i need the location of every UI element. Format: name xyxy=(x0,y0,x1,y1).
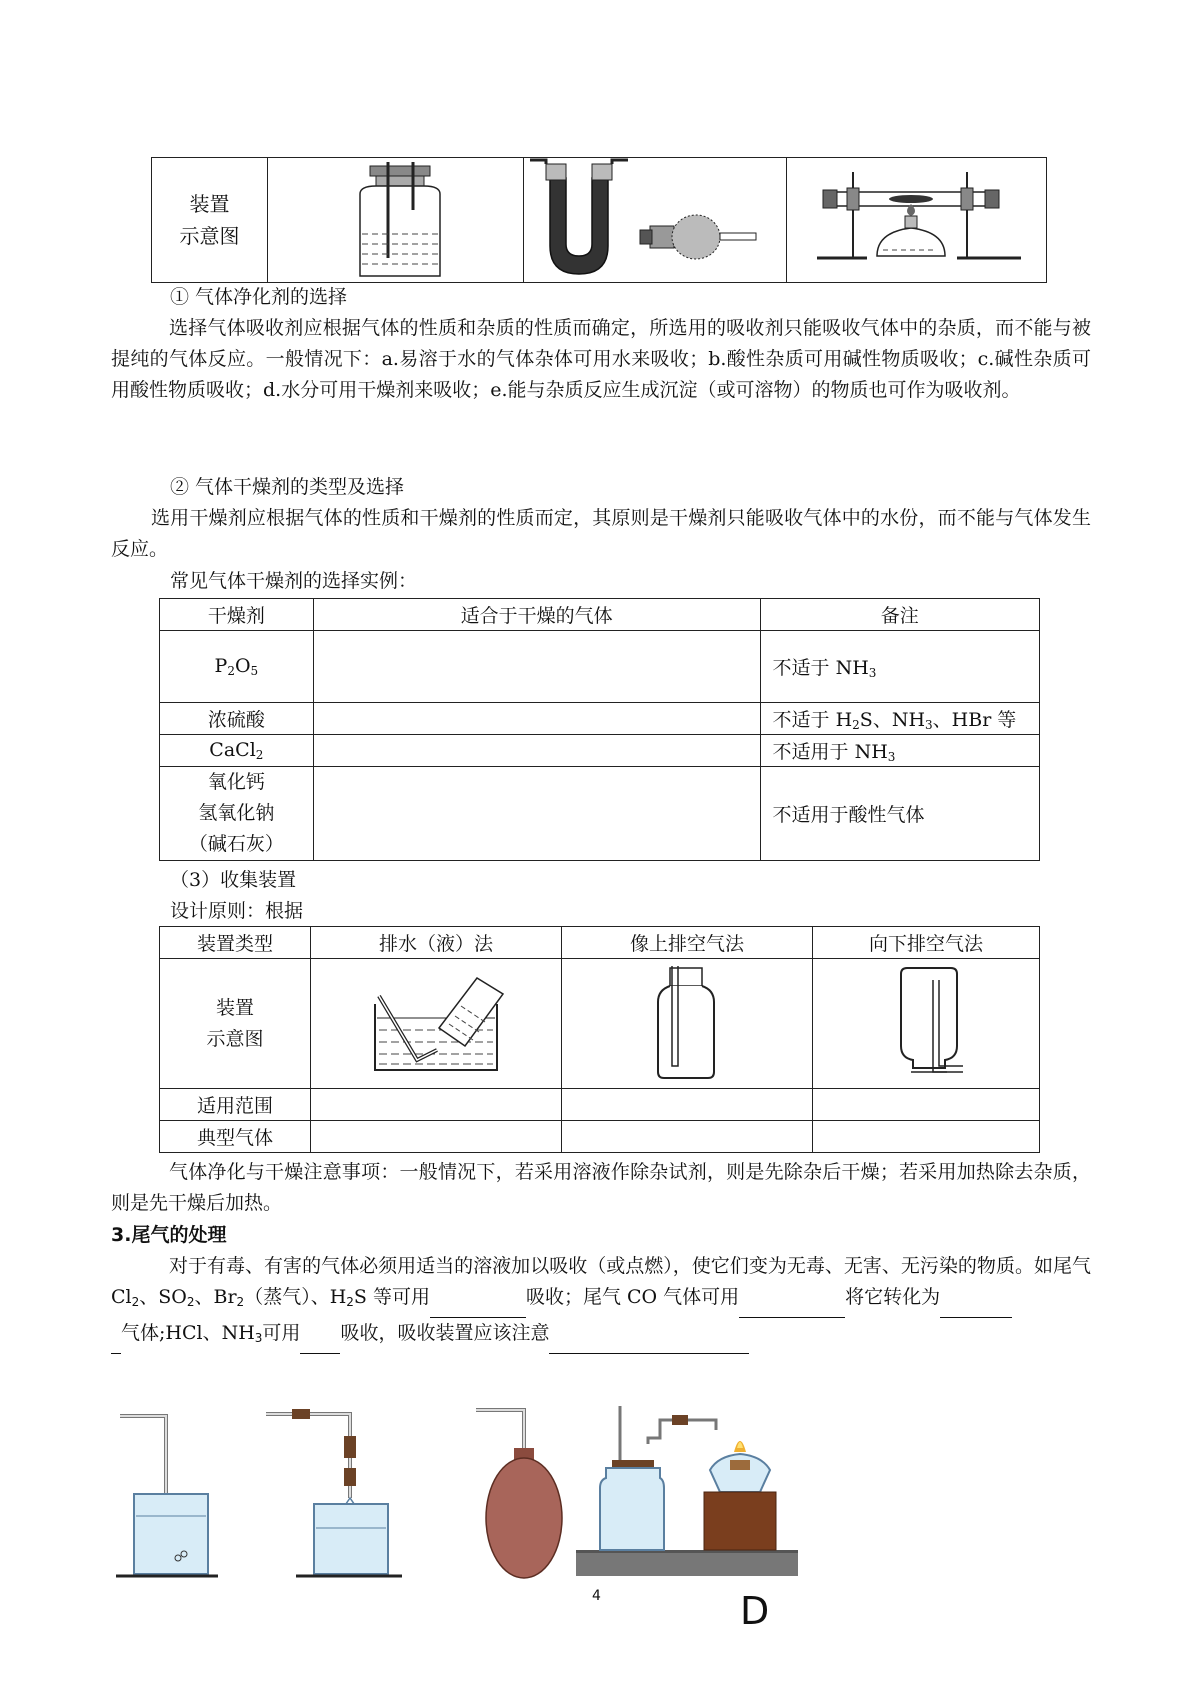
top-apparatus-table xyxy=(151,157,1047,283)
downward-air-cell xyxy=(813,959,1040,1089)
gases-cell xyxy=(313,703,760,735)
agent-p2o5: $P_2O_5$ xyxy=(160,631,314,703)
agent-sulfuric-acid: 浓硫酸 xyxy=(160,703,314,735)
note-soda-lime: 不适用于酸性气体 xyxy=(760,767,1039,861)
gas-cell xyxy=(311,1121,562,1153)
heated-combustion-tube-diagram xyxy=(787,158,1046,282)
gas-washing-bottle-cell xyxy=(268,158,524,283)
upward-air-displacement-diagram xyxy=(562,960,812,1088)
gases-cell xyxy=(313,735,760,767)
drying-tubes-cell xyxy=(524,158,787,283)
top-table-row-label: 装置 示意图 xyxy=(152,158,268,283)
collect-header-upward: 像上排空气法 xyxy=(562,927,813,959)
upward-air-cell xyxy=(562,959,813,1089)
hcl-blank xyxy=(300,1333,340,1354)
agent-soda-lime: 氧化钙 氢氧化钠 （碱石灰） xyxy=(160,767,314,861)
collect-header-downward: 向下排空气法 xyxy=(813,927,1040,959)
downward-air-displacement-diagram xyxy=(813,960,1039,1088)
collect-principle xyxy=(170,896,608,927)
beaker-funnel-apparatus xyxy=(266,1409,402,1576)
table-row xyxy=(160,767,1040,861)
exhaust-text-h2s: （蒸气）、H xyxy=(244,1286,347,1308)
water-displacement-cell xyxy=(311,959,562,1089)
principle-blank xyxy=(303,906,608,927)
collect-principle-text: 设计原则：根据 xyxy=(170,900,304,922)
dry-header-note: 备注 xyxy=(760,599,1039,631)
exhaust-text-convert: 将它转化为 xyxy=(845,1286,941,1308)
drying-agent-table xyxy=(159,598,1040,861)
collect-row-scope: 适用范围 xyxy=(160,1089,311,1121)
heated-tube-cell xyxy=(787,158,1047,283)
water-displacement-diagram xyxy=(311,960,561,1088)
gases-cell xyxy=(313,631,760,703)
exhaust-apparatus-diagrams xyxy=(100,1400,870,1600)
absorb-blank xyxy=(430,1297,526,1318)
collect-heading: （3）收集装置 xyxy=(170,869,297,891)
dry-heading: ② 气体干燥剂的类型及选择 xyxy=(170,476,405,498)
figure-label-d: D xyxy=(740,1589,770,1633)
note-sulfuric-acid: 不适于 $H_2S$、$NH_3$、HBr 等 xyxy=(760,703,1039,735)
gas-cell xyxy=(562,1121,813,1153)
scope-cell xyxy=(813,1089,1040,1121)
collect-row-diagram-label: 装置 示意图 xyxy=(160,959,311,1089)
purify-paragraph: 选择气体吸收剂应根据气体的性质和杂质的性质而确定，所选用的吸收剂只能吸收气体中的杂质，而不能与被提纯的气体反应。一般情况下：a.易溶于水的气体杂体可用水来吸收；b.酸性杂质可用碱性物质吸收；c.碱性杂质可用酸性物质吸收；d.水分可用干燥剂来吸收；e.能与杂质反应生成沉淀（或可溶物）的物质也可作为吸收剂。 xyxy=(111,317,1091,401)
exhaust-text-end: 吸收，吸收装置应该注意 xyxy=(340,1322,550,1344)
collect-header-water: 排水（液）法 xyxy=(311,927,562,959)
u-tube-and-drying-tube-diagram xyxy=(524,158,786,282)
note-cacl2: 不适用于 $NH_3$ xyxy=(760,735,1039,767)
dry-header-gases: 适合于干燥的气体 xyxy=(313,599,760,631)
scope-cell xyxy=(562,1089,813,1121)
exhaust-heading: 3.尾气的处理 xyxy=(111,1224,227,1246)
dry-paragraph: 选用干燥剂应根据气体的性质和干燥剂的性质而定，其原则是干燥剂只能吸收气体中的水份，而不能与气体发生反应。 xyxy=(111,507,1091,560)
agent-cacl2: CaCl$_2$ xyxy=(160,735,314,767)
table-row xyxy=(160,735,1040,767)
exhaust-text-can: 可用 xyxy=(262,1322,301,1344)
purify-dry-note: 气体净化与干燥注意事项：一般情况下，若采用溶液作除杂试剂，则是先除杂后干燥；若采用加热除去杂质，则是先干燥后加热。 xyxy=(111,1161,1091,1214)
table-row xyxy=(160,703,1040,735)
scope-cell xyxy=(311,1089,562,1121)
co-blank xyxy=(739,1297,845,1318)
exhaust-text-s: S 等可用 xyxy=(353,1286,430,1308)
exhaust-text-gas: 气体;HCl、NH xyxy=(121,1322,255,1344)
dry-example-title: 常见气体干燥剂的选择实例： xyxy=(170,570,418,592)
note-blank xyxy=(549,1333,749,1354)
dry-header-agent: 干燥剂 xyxy=(160,599,314,631)
collection-table xyxy=(159,926,1040,1153)
gas-bag-apparatus xyxy=(476,1410,562,1578)
exhaust-text-so2: 、SO xyxy=(139,1286,187,1308)
exhaust-text-br2: 、Br xyxy=(194,1286,237,1308)
note-p2o5: 不适于 $NH_3$ xyxy=(760,631,1039,703)
purify-heading: ① 气体净化剂的选择 xyxy=(170,286,348,308)
exhaust-text-absorb: 吸收；尾气 CO 气体可用 xyxy=(525,1286,740,1308)
gas-cell xyxy=(813,1121,1040,1153)
beaker-tube-apparatus xyxy=(116,1416,218,1576)
exhaust-paragraph: 对于有毒、有害的气体必须用适当的溶液加以吸收（或点燃），使它们变为无毒、无害、无污染的物质。如尾气 $Cl_2$、$SO_2$、$Br_2$（蒸气）、$H_2S$ 等可用 吸收；尾气 CO 气体可用 将它转化为 气体;HCl、$NH_3$可用 吸收，吸收装置应该注意 xyxy=(111,1251,1091,1354)
bottle-and-burner-apparatus xyxy=(576,1406,798,1576)
convert-blank xyxy=(940,1297,1012,1318)
exhaust-text-1: 对于有毒、有害的气体必须用适当的溶液加以吸收（或点燃），使它们变为无毒、无害、无污染的物质。如尾气 Cl xyxy=(111,1255,1091,1308)
gas-washing-bottle-diagram xyxy=(268,158,523,282)
page-number: 4 xyxy=(592,1588,601,1604)
collect-row-gas: 典型气体 xyxy=(160,1121,311,1153)
table-row xyxy=(160,631,1040,703)
convert-blank-2 xyxy=(111,1333,121,1354)
gases-cell xyxy=(313,767,760,861)
collect-header-type: 装置类型 xyxy=(160,927,311,959)
